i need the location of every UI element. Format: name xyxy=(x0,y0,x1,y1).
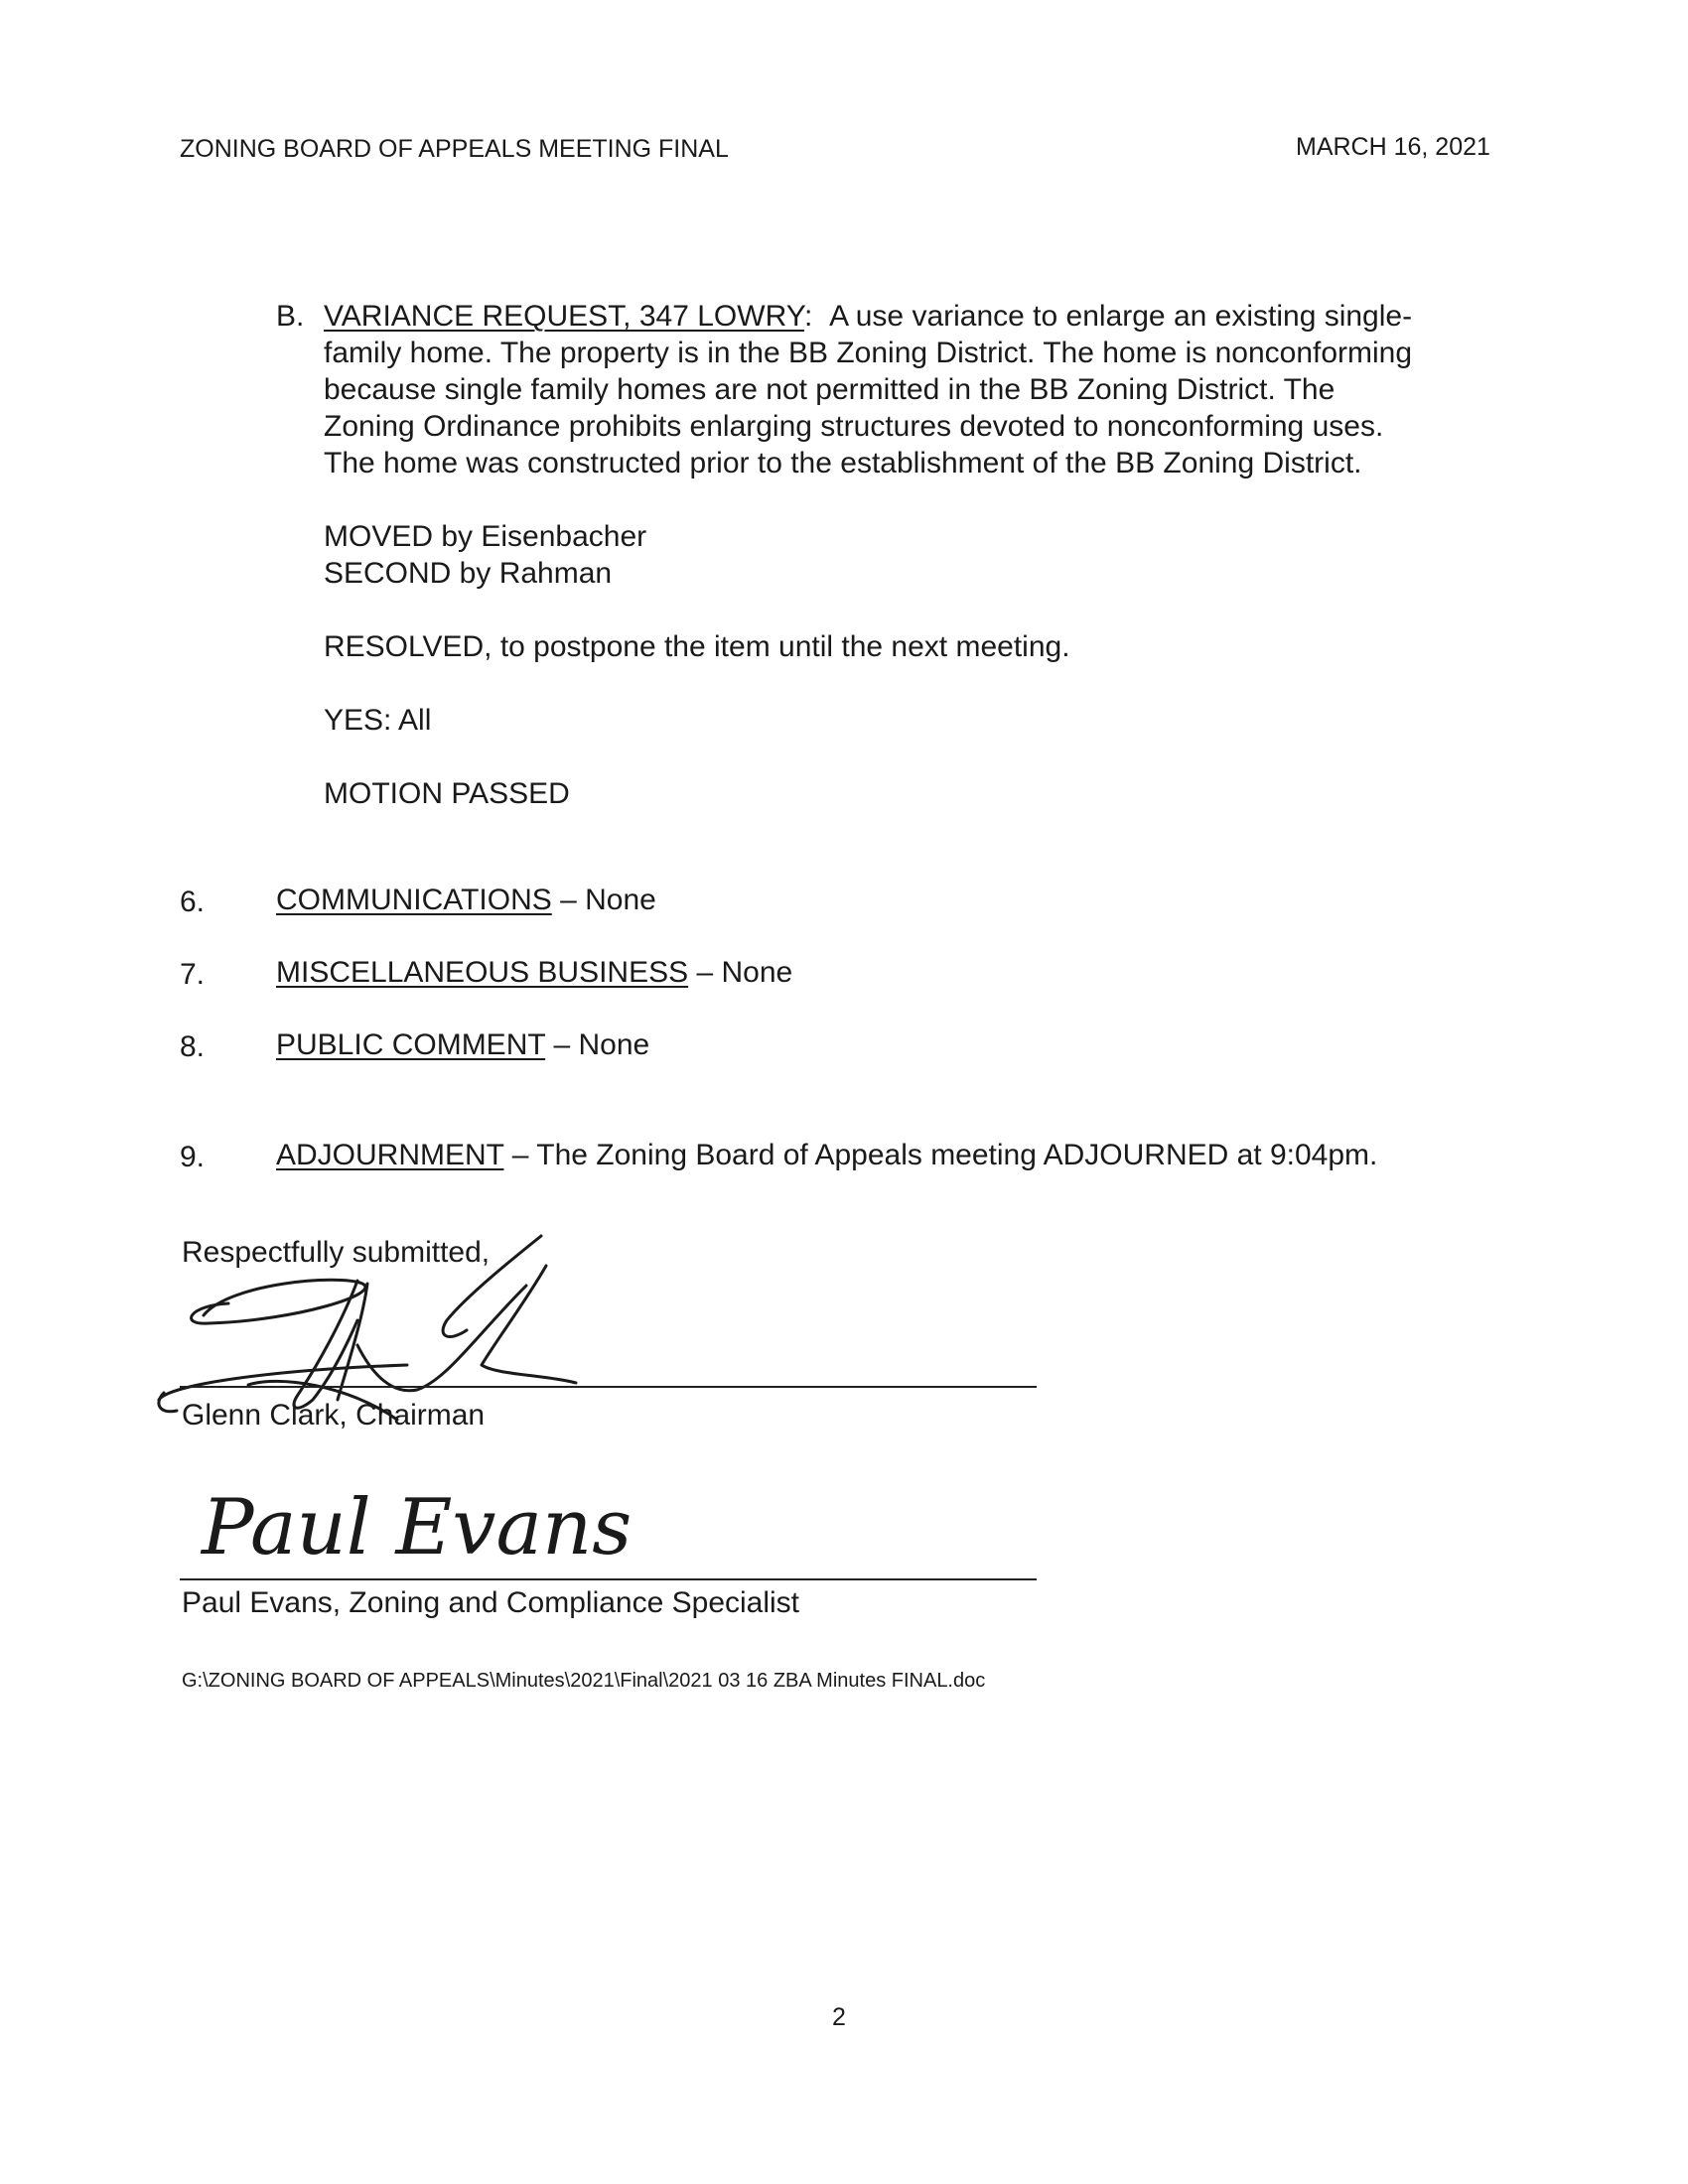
item-b-heading: VARIANCE REQUEST, 347 LOWRY xyxy=(324,300,805,333)
agenda-item-rest: – None xyxy=(688,956,793,989)
agenda-item-communications xyxy=(276,882,656,918)
item-number: 8. xyxy=(180,1030,206,1063)
signer-chairman: Glenn Clark, Chairman xyxy=(182,1399,486,1432)
signature-line-specialist xyxy=(180,1578,1037,1580)
specialist-signature xyxy=(194,1454,633,1583)
document-file-path: G:\ZONING BOARD OF APPEALS\Minutes\2021\Final\2021 03 16 ZBA Minutes FINAL.doc xyxy=(182,1670,986,1692)
agenda-item-public-comment xyxy=(276,1026,649,1063)
motion-status: MOTION PASSED xyxy=(324,777,570,810)
signature-line-chairman xyxy=(180,1386,1037,1388)
agenda-item-rest: – The Zoning Board of Appeals meeting ADJOURNED at 9:04pm. xyxy=(503,1139,1378,1171)
item-b-line: The home was constructed prior to the establishment of the BB Zoning District. xyxy=(324,447,1362,479)
document-header-date: MARCH 16, 2021 xyxy=(1296,133,1490,161)
item-number: 7. xyxy=(180,958,206,991)
moved-by: MOVED by Eisenbacher xyxy=(324,520,647,553)
page-number: 2 xyxy=(832,2003,846,2031)
item-b-first-line xyxy=(324,298,1412,335)
item-b-first-line-text: A use variance to enlarge an existing single- xyxy=(829,300,1413,333)
vote-result: YES: All xyxy=(324,704,432,737)
agenda-item-title: COMMUNICATIONS xyxy=(276,884,552,916)
document-header-title: ZONING BOARD OF APPEALS MEETING FINAL xyxy=(180,135,729,163)
closing-text: Respectfully submitted, xyxy=(182,1236,491,1269)
agenda-item-rest: – None xyxy=(545,1028,650,1061)
item-number: 6. xyxy=(180,886,206,918)
item-number: 9. xyxy=(180,1141,206,1173)
agenda-item-rest: – None xyxy=(551,884,656,916)
agenda-item-title: MISCELLANEOUS BUSINESS xyxy=(276,956,689,989)
item-b-line: Zoning Ordinance prohibits enlarging structures devoted to nonconforming uses. xyxy=(324,410,1384,443)
item-b-heading-colon: : xyxy=(804,300,813,333)
resolution-text: RESOLVED, to postpone the item until the next meeting. xyxy=(324,630,1070,663)
agenda-item-adjournment xyxy=(276,1137,1377,1173)
item-b-marker: B. xyxy=(276,300,305,333)
item-b-line: because single family homes are not permitted in the BB Zoning District. The xyxy=(324,373,1336,406)
specialist-signature-text: Paul Evans xyxy=(202,1483,633,1572)
agenda-item-title: PUBLIC COMMENT xyxy=(276,1028,546,1061)
second-by: SECOND by Rahman xyxy=(324,557,613,590)
agenda-item-miscellaneous xyxy=(276,954,792,991)
agenda-item-title: ADJOURNMENT xyxy=(276,1139,504,1171)
item-b-line: family home. The property is in the BB Zoning District. The home is nonconforming xyxy=(324,337,1413,369)
signer-specialist: Paul Evans, Zoning and Compliance Specialist xyxy=(182,1586,800,1619)
